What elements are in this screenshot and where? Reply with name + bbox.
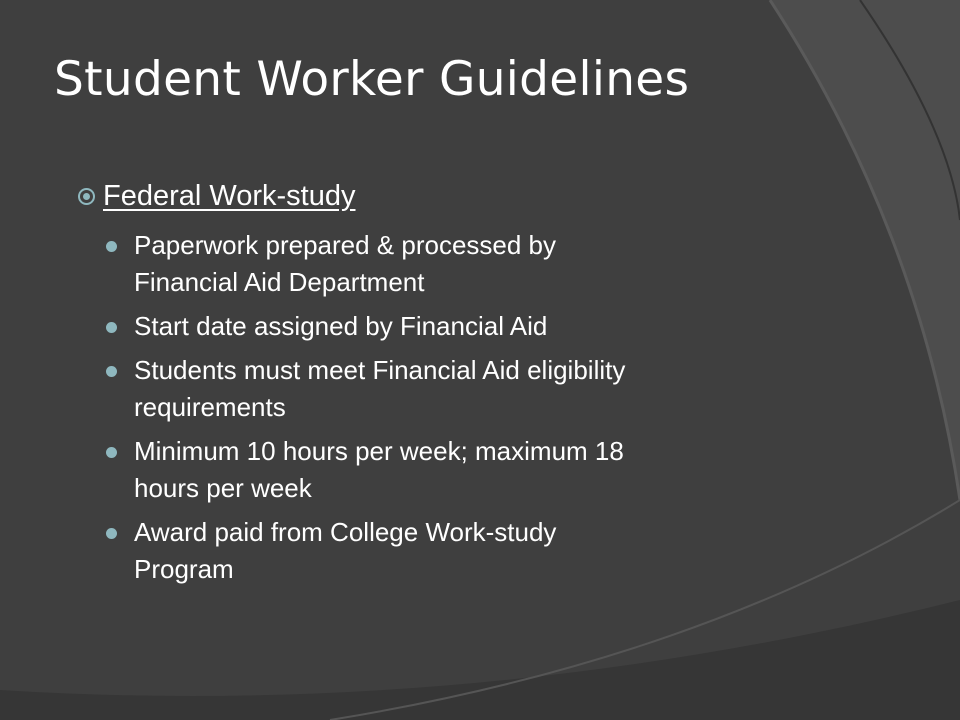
list-item-line: hours per week [134, 473, 312, 503]
slide-content [78, 180, 798, 595]
dot-bullet-icon [106, 528, 117, 539]
dot-bullet-icon [106, 366, 117, 377]
dot-bullet-icon [106, 241, 117, 252]
slide-title: Student Worker Guidelines [54, 52, 690, 107]
dot-bullet-icon [106, 322, 117, 333]
list-item-text [134, 514, 556, 588]
dot-bullet-icon [106, 447, 117, 458]
list-item-line: Paperwork prepared & processed by [134, 230, 557, 260]
list-item-text [134, 433, 624, 507]
list-item-line: Award paid from College Work-study [134, 517, 557, 547]
section-heading [78, 180, 798, 213]
list-item [106, 227, 798, 301]
list-item-line: Students must meet Financial Aid eligibility [134, 355, 626, 385]
section-heading-text: Federal Work-study [103, 180, 356, 212]
bullet-list [78, 227, 798, 588]
list-item [106, 308, 798, 345]
list-item-text [134, 308, 547, 345]
list-item-line: requirements [134, 392, 286, 422]
list-item-line: Minimum 10 hours per week; maximum 18 [134, 436, 624, 466]
list-item-line: Start date assigned by Financial Aid [134, 311, 548, 341]
circle-target-icon [78, 188, 95, 205]
list-item-text [134, 352, 625, 426]
list-item-text [134, 227, 556, 301]
list-item [106, 514, 798, 588]
list-item [106, 352, 798, 426]
list-item-line: Program [134, 554, 234, 584]
list-item [106, 433, 798, 507]
list-item-line: Financial Aid Department [134, 267, 425, 297]
